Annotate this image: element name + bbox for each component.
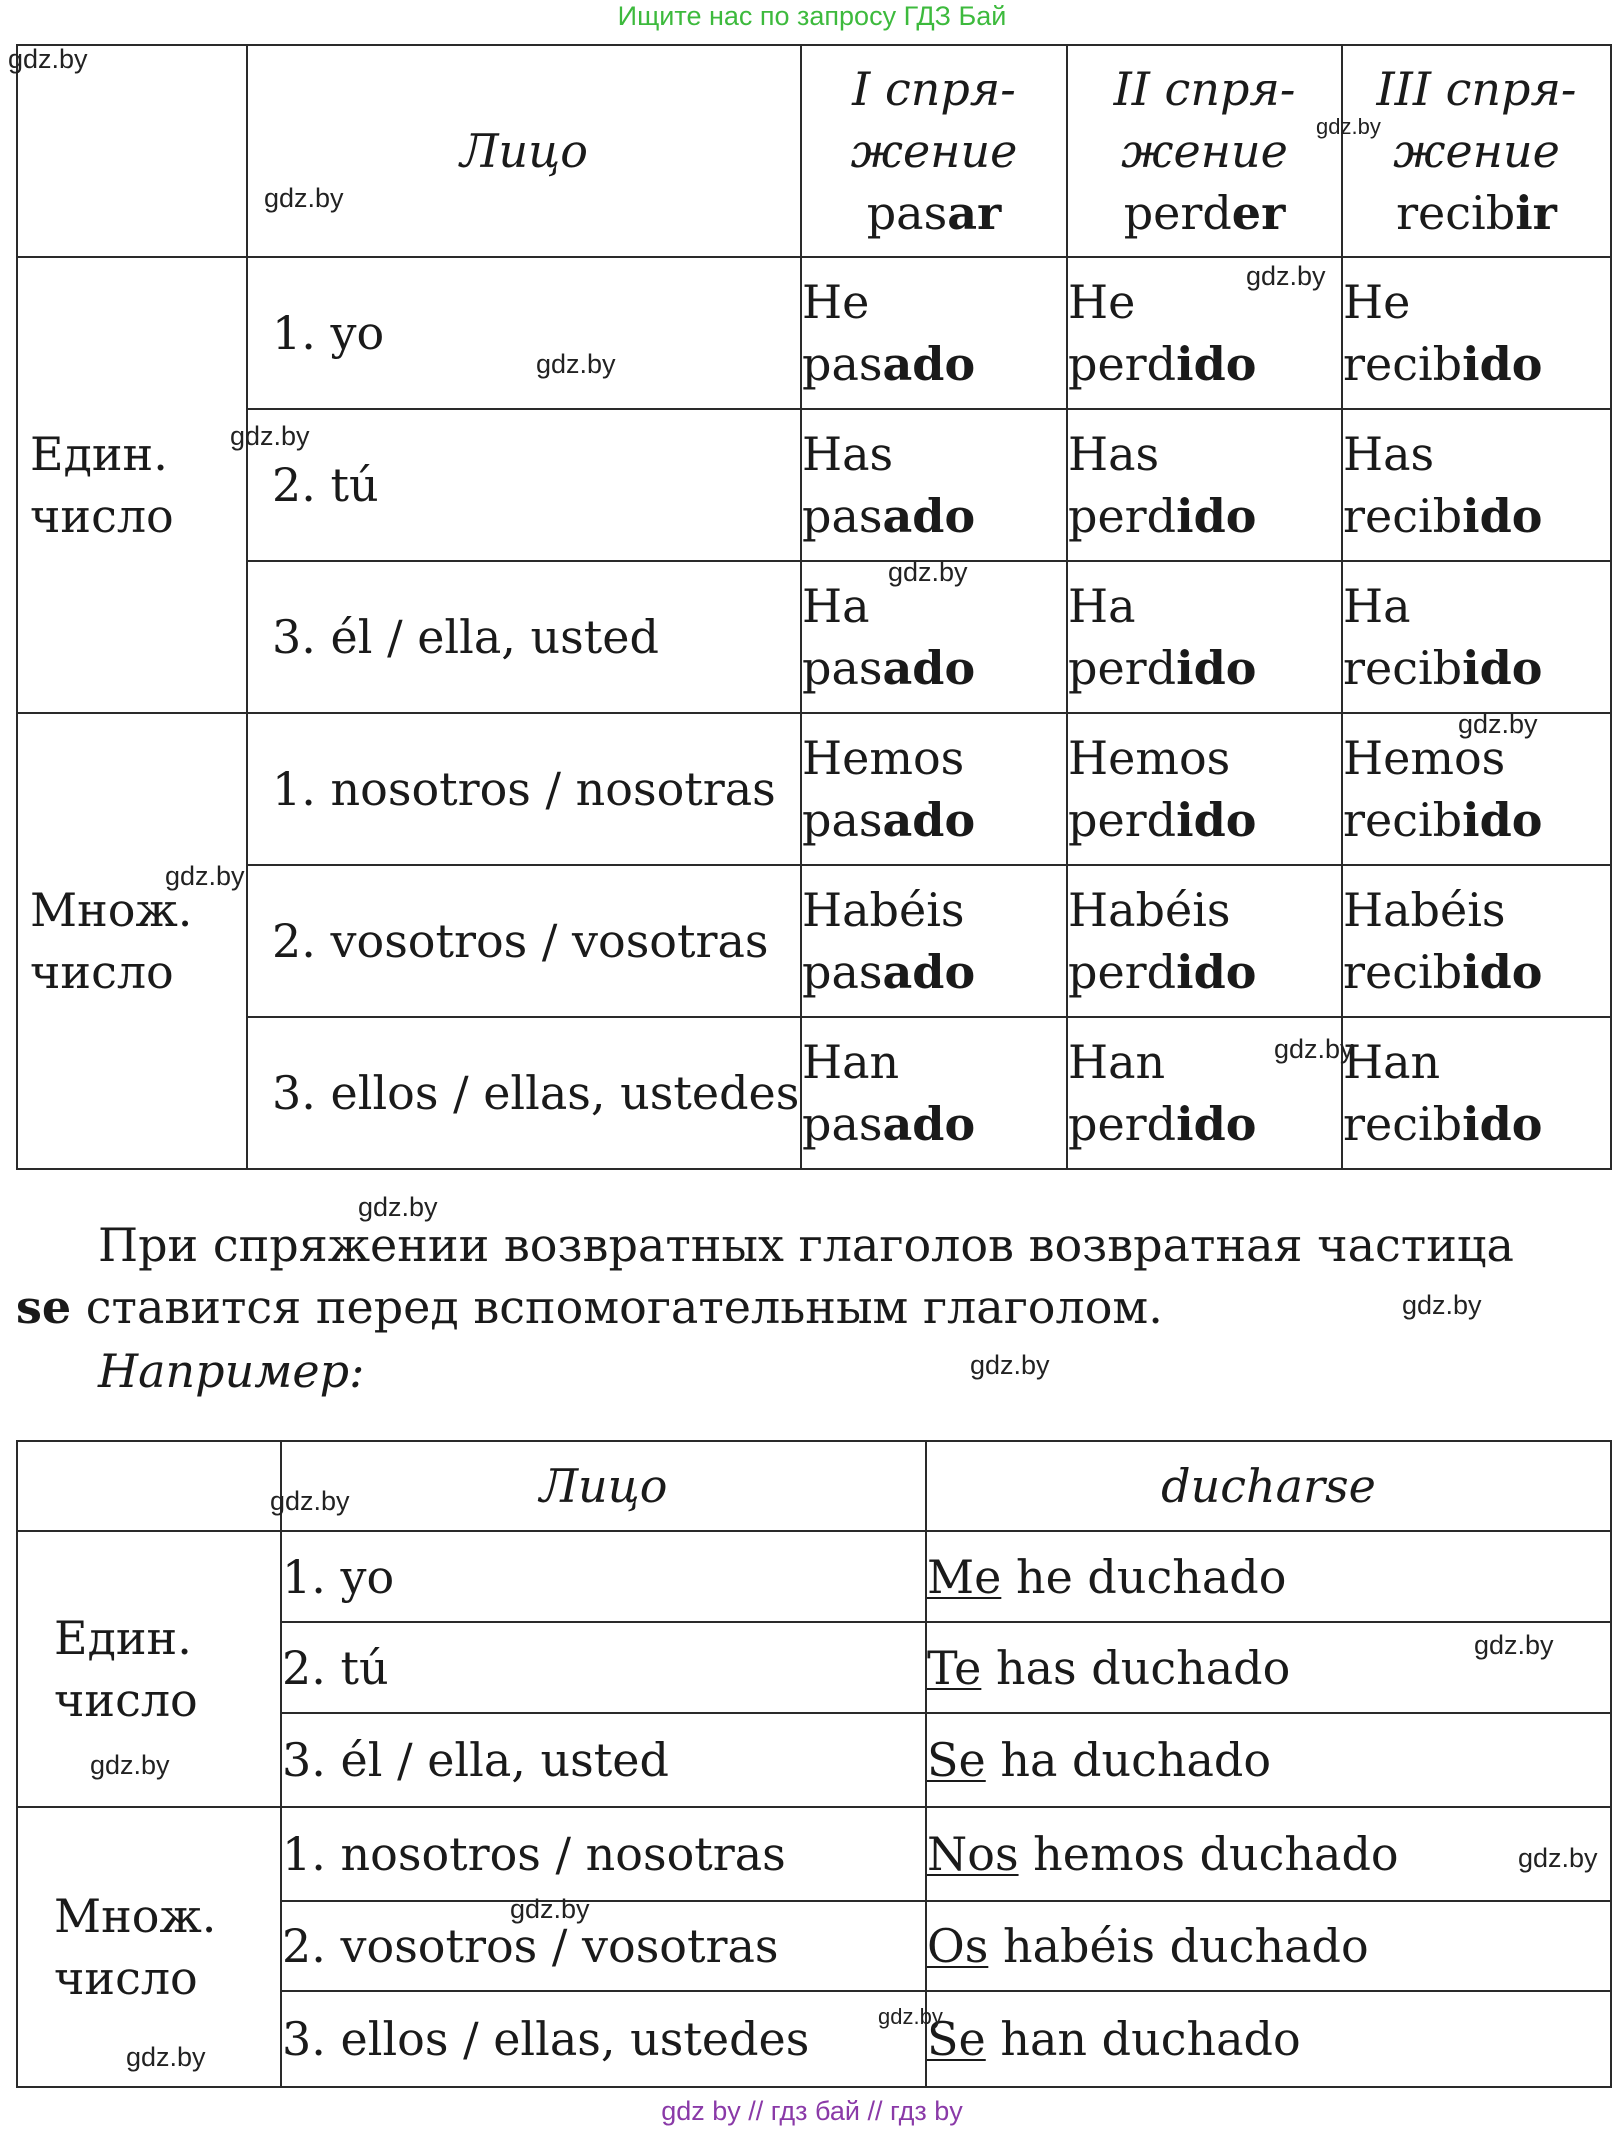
form-cell: Habéis pasado [801, 865, 1067, 1017]
form-cell: Has perdido [1067, 409, 1342, 561]
conj-2-header: II спря- жение perder [1067, 45, 1342, 257]
person-cell: 1. nosotros / nosotras [247, 713, 801, 865]
reflexive-table [16, 1440, 1612, 2088]
form-cell: Me he duchado [926, 1531, 1611, 1622]
bottom-banner[interactable]: gdz by // гдз бай // гдз by [661, 2096, 963, 2126]
watermark: gdz.by [1402, 1290, 1482, 1320]
watermark: gdz.by [536, 349, 616, 379]
watermark: gdz.by [270, 1486, 350, 1516]
verb-header: ducharse [926, 1441, 1611, 1531]
person-cell: 2. tú [247, 409, 801, 561]
rule-text-line-1: При спряжении возвратных глаголов возвратная частица [98, 1218, 1514, 1272]
form-cell: He perdido [1067, 257, 1342, 409]
form-cell: Han recibido [1342, 1017, 1611, 1169]
form-cell: He recibido [1342, 257, 1611, 409]
watermark: gdz.by [165, 861, 245, 891]
table-row [17, 257, 1611, 409]
person-cell: 1. yo [281, 1531, 926, 1622]
watermark: gdz.by [8, 44, 88, 74]
table-header-row [17, 1441, 1611, 1531]
form-cell: Han pasado [801, 1017, 1067, 1169]
watermark: gdz.by [1316, 114, 1381, 139]
rule-text-line-2: se ставится перед вспомогательным глаголом. [16, 1280, 1163, 1334]
form-cell: Hemos pasado [801, 713, 1067, 865]
watermark: gdz.by [1458, 709, 1538, 739]
watermark: gdz.by [230, 421, 310, 451]
form-cell: Has pasado [801, 409, 1067, 561]
form-cell: Hemos recibido [1342, 713, 1611, 865]
table-row [17, 561, 1611, 713]
form-cell: Se han duchado [926, 1991, 1611, 2087]
form-cell: Se ha duchado [926, 1713, 1611, 1807]
watermark: gdz.by [970, 1350, 1050, 1380]
watermark: gdz.by [878, 2004, 943, 2029]
table-row [17, 1017, 1611, 1169]
group-singular: Един. число [17, 257, 247, 713]
person-cell: 1. nosotros / nosotras [281, 1807, 926, 1901]
form-cell: Ha perdido [1067, 561, 1342, 713]
person-cell: 1. yo [247, 257, 801, 409]
group-singular: Един. число [17, 1531, 281, 1807]
form-cell: Han perdido [1067, 1017, 1342, 1169]
watermark: gdz.by [510, 1894, 590, 1924]
person-cell: 3. él / ella, usted [281, 1713, 926, 1807]
watermark: gdz.by [264, 183, 344, 213]
person-cell: 2. vosotros / vosotras [247, 865, 801, 1017]
person-cell: 3. ellos / ellas, ustedes [281, 1991, 926, 2087]
form-cell: Has recibido [1342, 409, 1611, 561]
watermark: gdz.by [1246, 261, 1326, 291]
form-cell: Ha pasado [801, 561, 1067, 713]
table-header-row [17, 45, 1611, 257]
watermark: gdz.by [90, 1750, 170, 1780]
table-row [17, 713, 1611, 865]
top-banner[interactable]: Ищите нас по запросу ГДЗ Бай [617, 1, 1007, 31]
form-cell: Habéis perdido [1067, 865, 1342, 1017]
corner-cell [17, 1441, 281, 1531]
watermark: gdz.by [1274, 1034, 1354, 1064]
watermark: gdz.by [1518, 1843, 1598, 1873]
conj-3-header: III спря- жение recibir [1342, 45, 1611, 257]
table-row [17, 865, 1611, 1017]
form-cell: Hemos perdido [1067, 713, 1342, 865]
form-cell: Ha recibido [1342, 561, 1611, 713]
group-plural: Множ. число [17, 1807, 281, 2087]
watermark: gdz.by [1474, 1630, 1554, 1660]
group-plural: Множ. число [17, 713, 247, 1169]
person-cell: 2. tú [281, 1622, 926, 1713]
watermark: gdz.by [358, 1192, 438, 1222]
conjugation-table [16, 44, 1612, 1170]
person-cell: 2. vosotros / vosotras [281, 1901, 926, 1991]
person-cell: 3. él / ella, usted [247, 561, 801, 713]
face-header: Лицо [281, 1441, 926, 1531]
particle-se: se [16, 1280, 72, 1334]
form-cell: Te has duchado [926, 1622, 1611, 1713]
table-row [17, 1531, 1611, 1622]
table-row [17, 1807, 1611, 1901]
example-label: Например: [98, 1344, 365, 1398]
form-cell: Os habéis duchado [926, 1901, 1611, 1991]
form-cell: Habéis recibido [1342, 865, 1611, 1017]
person-cell: 3. ellos / ellas, ustedes [247, 1017, 801, 1169]
corner-cell [17, 45, 247, 257]
watermark: gdz.by [888, 557, 968, 587]
conj-1-header: I спря- жение pasar [801, 45, 1067, 257]
watermark: gdz.by [126, 2042, 206, 2072]
form-cell: Nos hemos duchado [926, 1807, 1611, 1901]
form-cell: He pasado [801, 257, 1067, 409]
face-header: Лицо [247, 45, 801, 257]
